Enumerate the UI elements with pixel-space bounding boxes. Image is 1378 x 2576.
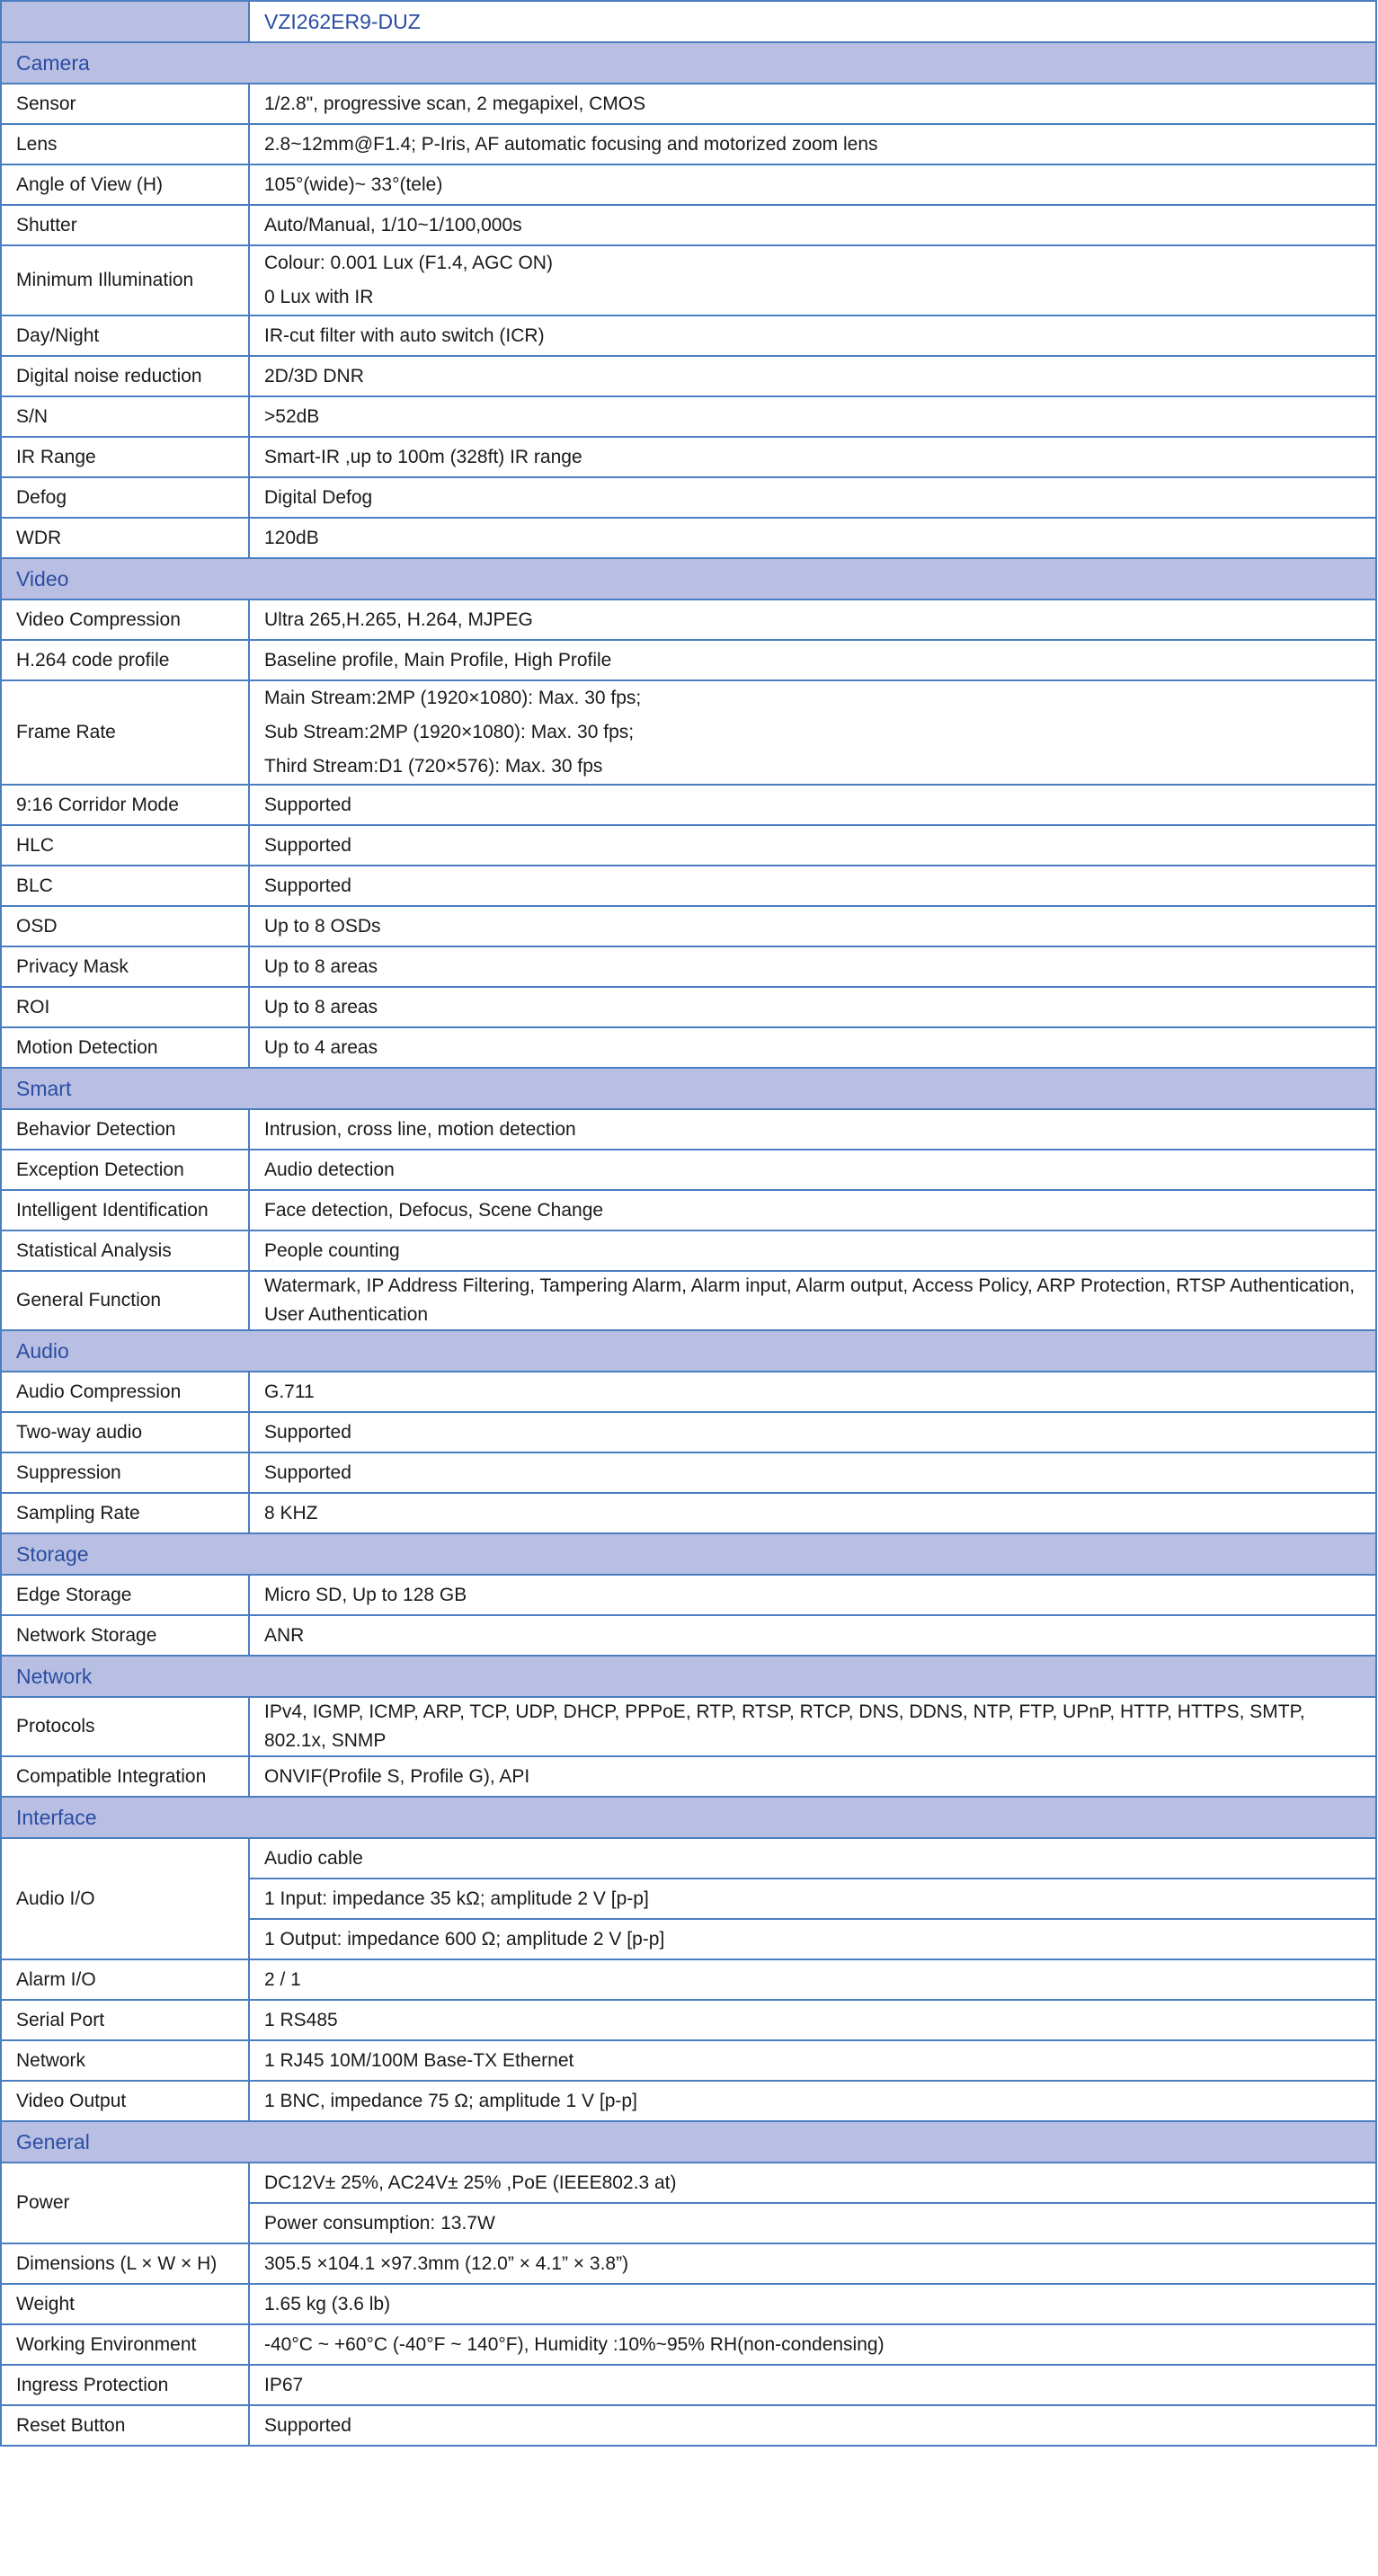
spec-value: 1 Input: impedance 35 kΩ; amplitude 2 V [p-p] — [249, 1879, 1376, 1919]
spec-value: Supported — [249, 1452, 1376, 1493]
spec-value: Baseline profile, Main Profile, High Profile — [249, 640, 1376, 680]
section-header-audio — [1, 1330, 1376, 1372]
spec-row — [1, 640, 1376, 680]
spec-row — [1, 2040, 1376, 2081]
spec-value: 1 RS485 — [249, 2000, 1376, 2040]
spec-value: Digital Defog — [249, 477, 1376, 518]
spec-row — [1, 518, 1376, 558]
spec-row — [1, 205, 1376, 245]
section-header-camera — [1, 42, 1376, 84]
spec-row — [1, 2284, 1376, 2324]
spec-label: 9:16 Corridor Mode — [1, 785, 249, 825]
section-header-video — [1, 558, 1376, 600]
section-title: Audio — [1, 1330, 1376, 1372]
spec-row — [1, 866, 1376, 906]
spec-row — [1, 164, 1376, 205]
spec-label: Statistical Analysis — [1, 1230, 249, 1271]
section-header-smart — [1, 1068, 1376, 1109]
spec-value: Auto/Manual, 1/10~1/100,000s — [249, 205, 1376, 245]
spec-row — [1, 1756, 1376, 1797]
spec-row — [1, 1959, 1376, 2000]
spec-label: Exception Detection — [1, 1150, 249, 1190]
section-header-interface — [1, 1797, 1376, 1838]
spec-value: DC12V± 25%, AC24V± 25% ,PoE (IEEE802.3 at) — [249, 2163, 1376, 2203]
spec-value-line: Third Stream:D1 (720×576): Max. 30 fps — [264, 756, 603, 777]
spec-label: Shutter — [1, 205, 249, 245]
spec-row — [1, 1838, 1376, 1879]
spec-row — [1, 1493, 1376, 1533]
spec-label: Network — [1, 2040, 249, 2081]
section-header-network — [1, 1656, 1376, 1697]
spec-value: IPv4, IGMP, ICMP, ARP, TCP, UDP, DHCP, PPPoE, RTP, RTSP, RTCP, DNS, DDNS, NTP, FTP, UPnP, HTTP, HTTPS, SMTP, 802.1x, SNMP — [249, 1697, 1376, 1756]
spec-value: 120dB — [249, 518, 1376, 558]
model-header-row — [1, 1, 1376, 42]
spec-label: Privacy Mask — [1, 946, 249, 987]
spec-value: IP67 — [249, 2365, 1376, 2405]
section-header-general — [1, 2121, 1376, 2163]
section-title: General — [1, 2121, 1376, 2163]
spec-label: Working Environment — [1, 2324, 249, 2365]
spec-label: Angle of View (H) — [1, 164, 249, 205]
spec-value: Supported — [249, 1412, 1376, 1452]
spec-value: Watermark, IP Address Filtering, Tampering Alarm, Alarm input, Alarm output, Access Policy, ARP Protection, RTSP Authentication, User Authentication — [249, 1271, 1376, 1330]
spec-value: 2 / 1 — [249, 1959, 1376, 2000]
model-name: VZI262ER9-DUZ — [249, 1, 1376, 42]
spec-label: Dimensions (L × W × H) — [1, 2243, 249, 2284]
spec-label: OSD — [1, 906, 249, 946]
spec-row — [1, 1452, 1376, 1493]
spec-label: General Function — [1, 1271, 249, 1330]
spec-value: >52dB — [249, 396, 1376, 437]
spec-value: Up to 8 OSDs — [249, 906, 1376, 946]
spec-label: Network Storage — [1, 1615, 249, 1656]
spec-label: H.264 code profile — [1, 640, 249, 680]
spec-label: Two-way audio — [1, 1412, 249, 1452]
spec-label: Day/Night — [1, 315, 249, 356]
spec-label: Compatible Integration — [1, 1756, 249, 1797]
section-title: Video — [1, 558, 1376, 600]
spec-label: Defog — [1, 477, 249, 518]
spec-value: Face detection, Defocus, Scene Change — [249, 1190, 1376, 1230]
spec-value: Supported — [249, 825, 1376, 866]
spec-label: Video Compression — [1, 600, 249, 640]
spec-value: Audio cable — [249, 1838, 1376, 1879]
spec-label: Reset Button — [1, 2405, 249, 2446]
spec-row — [1, 2405, 1376, 2446]
spec-value: ANR — [249, 1615, 1376, 1656]
section-title: Camera — [1, 42, 1376, 84]
spec-value — [249, 245, 1376, 315]
spec-value: ONVIF(Profile S, Profile G), API — [249, 1756, 1376, 1797]
spec-row — [1, 1109, 1376, 1150]
section-title: Network — [1, 1656, 1376, 1697]
spec-row — [1, 785, 1376, 825]
spec-value: Supported — [249, 785, 1376, 825]
spec-row — [1, 2000, 1376, 2040]
spec-row — [1, 1615, 1376, 1656]
spec-value: Supported — [249, 866, 1376, 906]
header-blank-cell — [1, 1, 249, 42]
spec-label: BLC — [1, 866, 249, 906]
spec-label: S/N — [1, 396, 249, 437]
spec-row — [1, 396, 1376, 437]
spec-value: People counting — [249, 1230, 1376, 1271]
spec-value: 1 BNC, impedance 75 Ω; amplitude 1 V [p-p] — [249, 2081, 1376, 2121]
spec-label: Digital noise reduction — [1, 356, 249, 396]
spec-row — [1, 84, 1376, 124]
spec-row — [1, 1190, 1376, 1230]
spec-row — [1, 1230, 1376, 1271]
spec-value: 8 KHZ — [249, 1493, 1376, 1533]
spec-row — [1, 825, 1376, 866]
section-title: Storage — [1, 1533, 1376, 1575]
spec-label: Audio Compression — [1, 1372, 249, 1412]
spec-value: 2D/3D DNR — [249, 356, 1376, 396]
spec-value: Intrusion, cross line, motion detection — [249, 1109, 1376, 1150]
section-title: Smart — [1, 1068, 1376, 1109]
spec-label: Behavior Detection — [1, 1109, 249, 1150]
spec-label: Motion Detection — [1, 1027, 249, 1068]
spec-label: Sensor — [1, 84, 249, 124]
spec-label: Video Output — [1, 2081, 249, 2121]
spec-value-line: 0 Lux with IR — [264, 287, 374, 307]
spec-value — [249, 680, 1376, 785]
spec-value: Up to 8 areas — [249, 946, 1376, 987]
spec-row — [1, 1271, 1376, 1330]
spec-row — [1, 946, 1376, 987]
spec-value: 1 Output: impedance 600 Ω; amplitude 2 V [p-p] — [249, 1919, 1376, 1959]
spec-row — [1, 1575, 1376, 1615]
spec-row — [1, 245, 1376, 315]
spec-label: Serial Port — [1, 2000, 249, 2040]
spec-value-line: Colour: 0.001 Lux (F1.4, AGC ON) — [264, 253, 553, 273]
spec-label: WDR — [1, 518, 249, 558]
spec-row — [1, 1372, 1376, 1412]
spec-value: Up to 8 areas — [249, 987, 1376, 1027]
spec-value-line: Main Stream:2MP (1920×1080): Max. 30 fps; — [264, 688, 642, 708]
spec-value-line: Sub Stream:2MP (1920×1080): Max. 30 fps; — [264, 722, 635, 742]
spec-row — [1, 1412, 1376, 1452]
spec-value: Micro SD, Up to 128 GB — [249, 1575, 1376, 1615]
section-header-storage — [1, 1533, 1376, 1575]
spec-row — [1, 477, 1376, 518]
spec-label: Frame Rate — [1, 680, 249, 785]
spec-value: 305.5 ×104.1 ×97.3mm (12.0” × 4.1” × 3.8”) — [249, 2243, 1376, 2284]
spec-row — [1, 315, 1376, 356]
spec-label: Weight — [1, 2284, 249, 2324]
spec-label: Minimum Illumination — [1, 245, 249, 315]
spec-row — [1, 680, 1376, 785]
spec-value: 1/2.8", progressive scan, 2 megapixel, CMOS — [249, 84, 1376, 124]
spec-value: Ultra 265,H.265, H.264, MJPEG — [249, 600, 1376, 640]
spec-label: ROI — [1, 987, 249, 1027]
spec-value: 2.8~12mm@F1.4; P-Iris, AF automatic focusing and motorized zoom lens — [249, 124, 1376, 164]
spec-row — [1, 2324, 1376, 2365]
spec-label: Sampling Rate — [1, 1493, 249, 1533]
spec-label: Protocols — [1, 1697, 249, 1756]
spec-row — [1, 906, 1376, 946]
spec-label: Power — [1, 2163, 249, 2243]
spec-value: 105°(wide)~ 33°(tele) — [249, 164, 1376, 205]
spec-row — [1, 124, 1376, 164]
spec-label: HLC — [1, 825, 249, 866]
spec-label: Lens — [1, 124, 249, 164]
spec-label: Ingress Protection — [1, 2365, 249, 2405]
spec-value: Smart-IR ,up to 100m (328ft) IR range — [249, 437, 1376, 477]
spec-row — [1, 1697, 1376, 1756]
spec-row — [1, 987, 1376, 1027]
spec-label: Suppression — [1, 1452, 249, 1493]
spec-value: IR-cut filter with auto switch (ICR) — [249, 315, 1376, 356]
spec-row — [1, 1150, 1376, 1190]
spec-row — [1, 600, 1376, 640]
spec-row — [1, 2365, 1376, 2405]
spec-row — [1, 356, 1376, 396]
spec-value: 1.65 kg (3.6 lb) — [249, 2284, 1376, 2324]
spec-label: IR Range — [1, 437, 249, 477]
spec-row — [1, 1027, 1376, 1068]
spec-value: Audio detection — [249, 1150, 1376, 1190]
spec-row — [1, 2163, 1376, 2203]
spec-value: -40°C ~ +60°C (-40°F ~ 140°F), Humidity :10%~95% RH(non-condensing) — [249, 2324, 1376, 2365]
section-title: Interface — [1, 1797, 1376, 1838]
spec-row — [1, 2081, 1376, 2121]
spec-label: Alarm I/O — [1, 1959, 249, 2000]
spec-value: Supported — [249, 2405, 1376, 2446]
spec-row — [1, 2243, 1376, 2284]
spec-label: Audio I/O — [1, 1838, 249, 1959]
spec-label: Intelligent Identification — [1, 1190, 249, 1230]
spec-value: 1 RJ45 10M/100M Base-TX Ethernet — [249, 2040, 1376, 2081]
spec-label: Edge Storage — [1, 1575, 249, 1615]
spec-value: Power consumption: 13.7W — [249, 2203, 1376, 2243]
spec-row — [1, 437, 1376, 477]
spec-value: G.711 — [249, 1372, 1376, 1412]
spec-value: Up to 4 areas — [249, 1027, 1376, 1068]
